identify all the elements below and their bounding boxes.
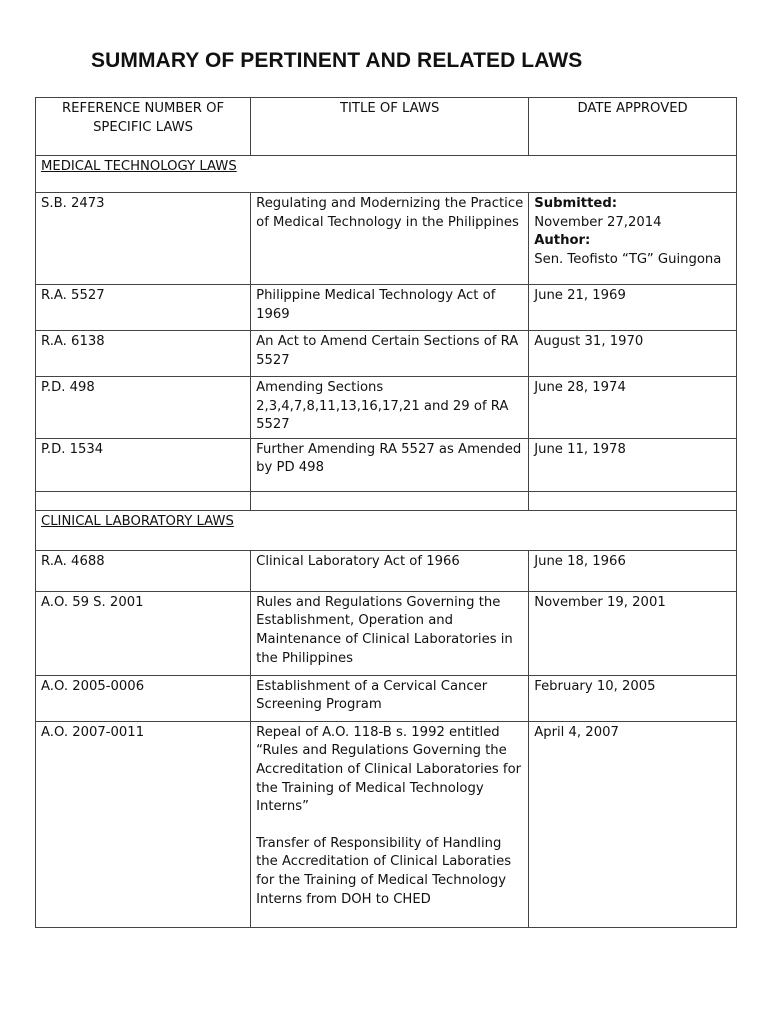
title-paragraph-2: Transfer of Responsibility of Handling the Accreditation of Clinical Laboraties for the Training of Medical Technology Interns from DOH to CHED (256, 835, 512, 907)
section-row (36, 156, 737, 193)
cell-title: Establishment of a Cervical Cancer Screening Program (251, 675, 529, 721)
cell-date: November 19, 2001 (529, 591, 737, 675)
section-row (36, 510, 737, 550)
cell-date: August 31, 1970 (529, 331, 737, 377)
laws-table (35, 97, 737, 928)
cell-title: Further Amending RA 5527 as Amended by PD 498 (251, 438, 529, 491)
blank-row (36, 491, 737, 510)
author-value: Sen. Teofisto “TG” Guingona (534, 251, 722, 267)
table-row (36, 438, 737, 491)
cell-ref: R.A. 5527 (36, 285, 251, 331)
cell-ref: A.O. 2005-0006 (36, 675, 251, 721)
header-title: TITLE OF LAWS (251, 98, 529, 156)
cell-ref: A.O. 2007-0011 (36, 721, 251, 927)
table-row (36, 675, 737, 721)
table-row (36, 721, 737, 927)
table-row (36, 331, 737, 377)
cell-title: Philippine Medical Technology Act of 1969 (251, 285, 529, 331)
cell-title (251, 721, 529, 927)
cell-date: June 11, 1978 (529, 438, 737, 491)
submitted-label: Submitted: (534, 196, 618, 211)
cell-title: Amending Sections 2,3,4,7,8,11,13,16,17,21 and 29 of RA 5527 (251, 377, 529, 439)
section-medtech: MEDICAL TECHNOLOGY LAWS (36, 156, 737, 193)
cell-date: June 21, 1969 (529, 285, 737, 331)
cell-title: Regulating and Modernizing the Practice of Medical Technology in the Philippines (251, 193, 529, 285)
cell-date (529, 193, 737, 285)
table-row (36, 591, 737, 675)
section-clinical: CLINICAL LABORATORY LAWS (36, 510, 737, 550)
header-ref: REFERENCE NUMBER OF SPECIFIC LAWS (36, 98, 251, 156)
title-paragraph-1: Repeal of A.O. 118-B s. 1992 entitled “Rules and Regulations Governing the Accreditation of Clinical Laboratories for the Training of Medical Technology Interns” (256, 724, 522, 815)
author-label: Author: (534, 233, 591, 249)
cell-ref: R.A. 6138 (36, 331, 251, 377)
cell-date: February 10, 2005 (529, 675, 737, 721)
cell-ref: A.O. 59 S. 2001 (36, 591, 251, 675)
cell-title: Rules and Regulations Governing the Establishment, Operation and Maintenance of Clinical Laboratories in the Philippines (251, 591, 529, 675)
table-row (36, 193, 737, 285)
cell-date: June 28, 1974 (529, 377, 737, 439)
cell-date: April 4, 2007 (529, 721, 737, 927)
table-row (36, 550, 737, 591)
cell-title: Clinical Laboratory Act of 1966 (251, 550, 529, 591)
page-title: SUMMARY OF PERTINENT AND RELATED LAWS (91, 49, 583, 72)
cell-ref: P.D. 498 (36, 377, 251, 439)
cell-ref: S.B. 2473 (36, 193, 251, 285)
cell-title: An Act to Amend Certain Sections of RA 5527 (251, 331, 529, 377)
cell-ref: R.A. 4688 (36, 550, 251, 591)
submitted-value: November 27,2014 (534, 214, 662, 230)
cell-date: June 18, 1966 (529, 550, 737, 591)
header-row (36, 98, 737, 156)
cell-ref: P.D. 1534 (36, 438, 251, 491)
header-date: DATE APPROVED (529, 98, 737, 156)
table-row (36, 377, 737, 439)
table-row (36, 285, 737, 331)
